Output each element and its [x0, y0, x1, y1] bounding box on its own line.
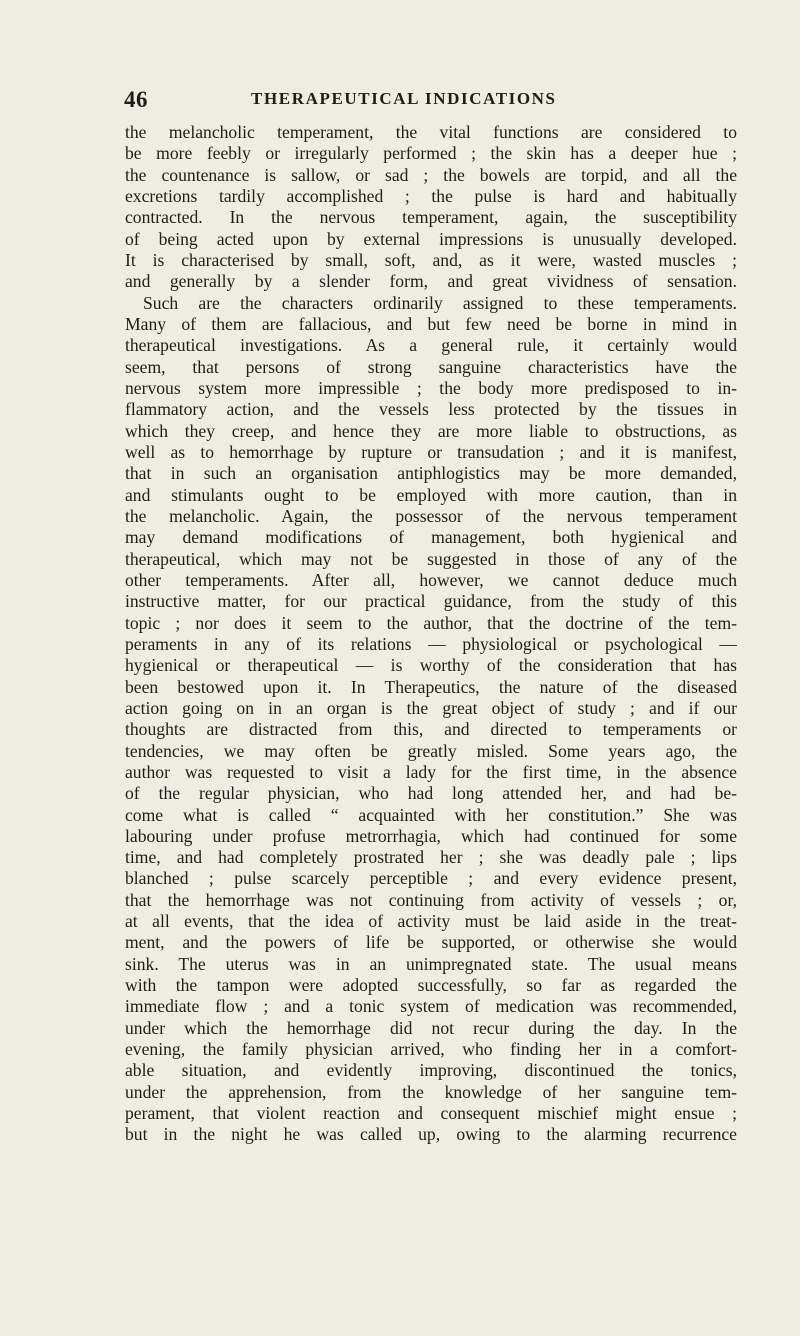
text-line: the melancholic. Again, the possessor of the nervous temperament	[125, 505, 737, 526]
text-line: Many of them are fallacious, and but few need be borne in mind in	[125, 313, 737, 334]
text-line: of being acted upon by external impressions is unusually developed.	[125, 228, 737, 249]
text-line: able situation, and evidently improving, discontinued the tonics,	[125, 1060, 737, 1081]
text-line: well as to hemorrhage by rupture or transudation ; and it is manifest,	[125, 441, 737, 462]
text-line: with the tampon were adopted successfully, so far as regarded the	[125, 975, 737, 996]
text-line: that the hemorrhage was not continuing from activity of vessels ; or,	[125, 889, 737, 910]
text-line: and stimulants ought to be employed with more caution, than in	[125, 484, 737, 505]
text-line: that in such an organisation antiphlogistics may be more demanded,	[125, 463, 737, 484]
running-head: THERAPEUTICAL INDICATIONS	[251, 89, 557, 108]
text-line: It is characterised by small, soft, and, as it were, wasted muscles ;	[125, 249, 737, 270]
text-line: peraments in any of its relations — physiological or psychological —	[125, 633, 737, 654]
text-line: may demand modifications of management, both hygienical and	[125, 527, 737, 548]
text-line: which they creep, and hence they are more liable to obstructions, as	[125, 420, 737, 441]
text-line: nervous system more impressible ; the body more predisposed to in-	[125, 377, 737, 398]
text-line: ment, and the powers of life be supported, or otherwise she would	[125, 932, 737, 953]
text-line: the countenance is sallow, or sad ; the bowels are torpid, and all the	[125, 164, 737, 185]
text-line: action going on in an organ is the great object of study ; and if our	[125, 697, 737, 718]
text-line: contracted. In the nervous temperament, again, the susceptibility	[125, 207, 737, 228]
text-line-paragraph-start: Such are the characters ordinarily assigned to these temperaments.	[143, 292, 737, 313]
text-line: immediate flow ; and a tonic system of medication was recommended,	[125, 996, 737, 1017]
text-line: and generally by a slender form, and great vividness of sensation.	[125, 271, 737, 292]
page-header	[0, 87, 800, 117]
text-line: therapeutical investigations. As a general rule, it certainly would	[125, 335, 737, 356]
text-line: of the regular physician, who had long attended her, and had be-	[125, 783, 737, 804]
text-line: topic ; nor does it seem to the author, that the doctrine of the tem-	[125, 612, 737, 633]
text-line: at all events, that the idea of activity must be laid aside in the treat-	[125, 911, 737, 932]
text-line: sink. The uterus was in an unimpregnated state. The usual means	[125, 953, 737, 974]
text-line: thoughts are distracted from this, and directed to temperaments or	[125, 719, 737, 740]
text-line: labouring under profuse metrorrhagia, which had continued for some	[125, 825, 737, 846]
text-line: come what is called “ acquainted with her constitution.” She was	[125, 804, 737, 825]
text-line: blanched ; pulse scarcely perceptible ; and every evidence present,	[125, 868, 737, 889]
text-line: time, and had completely prostrated her ; she was deadly pale ; lips	[125, 847, 737, 868]
text-line: author was requested to visit a lady for the first time, in the absence	[125, 761, 737, 782]
text-line: perament, that violent reaction and consequent mischief might ensue ;	[125, 1103, 737, 1124]
text-line: the melancholic temperament, the vital functions are considered to	[125, 122, 737, 142]
text-line: therapeutical, which may not be suggested in those of any of the	[125, 548, 737, 569]
text-line: but in the night he was called up, owing to the alarming recurrence	[125, 1124, 737, 1145]
text-line: been bestowed upon it. In Therapeutics, the nature of the diseased	[125, 676, 737, 697]
text-line: hygienical or therapeutical — is worthy of the consideration that has	[125, 655, 737, 676]
text-line: under the apprehension, from the knowledge of her sanguine tem-	[125, 1081, 737, 1102]
page-number: 46	[124, 87, 148, 112]
text-line: instructive matter, for our practical guidance, from the study of this	[125, 591, 737, 612]
text-line: tendencies, we may often be greatly misled. Some years ago, the	[125, 740, 737, 761]
text-line: other temperaments. After all, however, we cannot deduce much	[125, 569, 737, 590]
text-line: be more feebly or irregularly performed ; the skin has a deeper hue ;	[125, 143, 737, 164]
text-line: seem, that persons of strong sanguine characteristics have the	[125, 356, 737, 377]
body-text	[125, 122, 737, 1146]
text-line: flammatory action, and the vessels less protected by the tissues in	[125, 399, 737, 420]
text-line: evening, the family physician arrived, who finding her in a comfort-	[125, 1039, 737, 1060]
text-line: under which the hemorrhage did not recur during the day. In the	[125, 1017, 737, 1038]
text-line: excretions tardily accomplished ; the pulse is hard and habitually	[125, 185, 737, 206]
